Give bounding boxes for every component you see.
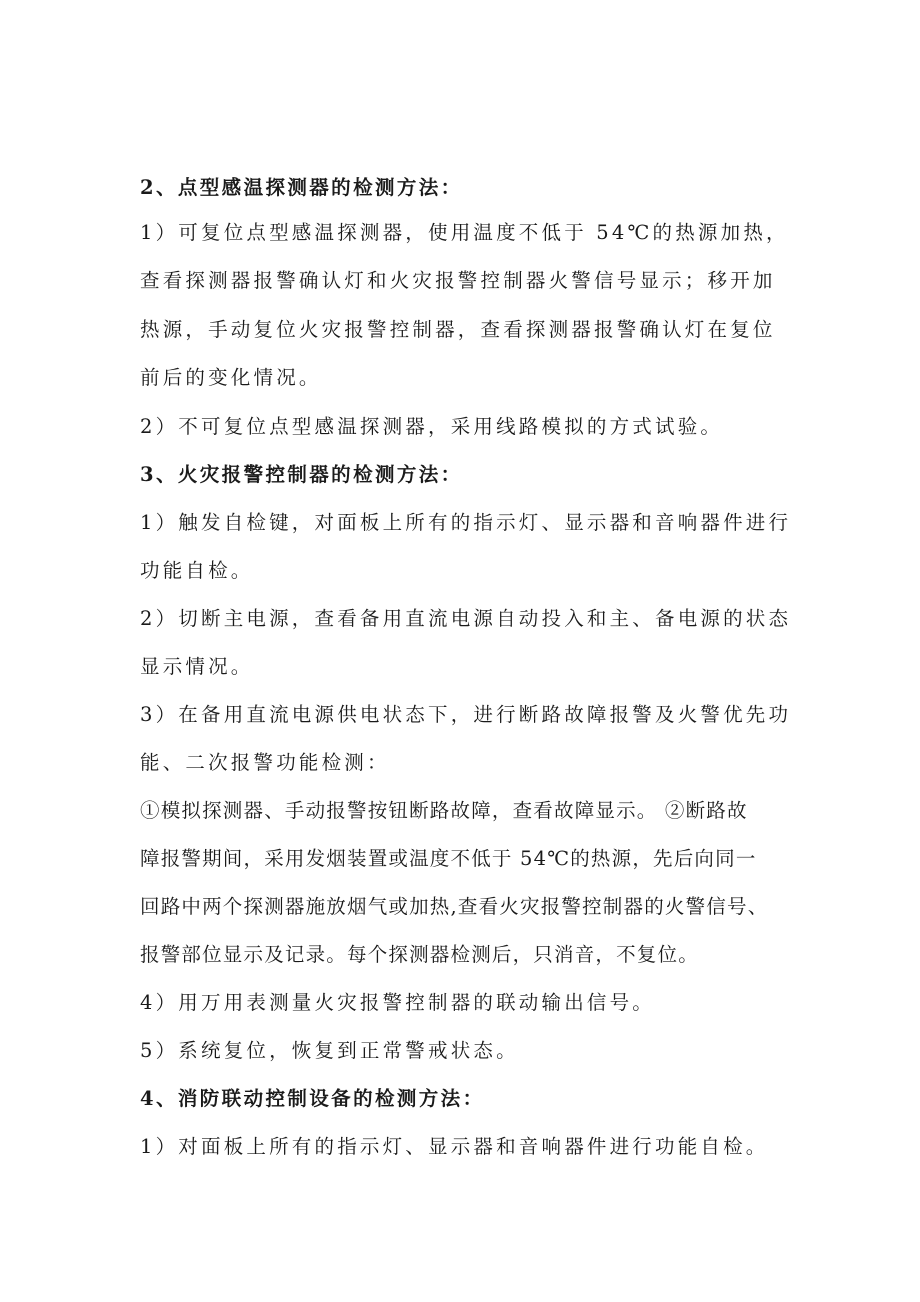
paragraph-line: 2）切断主电源，查看备用直流电源自动投入和主、备电源的状态: [140, 607, 792, 630]
paragraph-line: 能、二次报警功能检测：: [140, 751, 390, 774]
paragraph-line: 报警部位显示及记录。每个探测器检测后，只消音，不复位。: [140, 943, 699, 966]
section-heading-3: 3、火灾报警控制器的检测方法：: [140, 463, 463, 486]
paragraph-line: 回路中两个探测器施放烟气或加热,查看火灾报警控制器的火警信号、: [140, 895, 769, 918]
paragraph-line: 查看探测器报警确认灯和火灾报警控制器火警信号显示；移开加: [140, 269, 776, 292]
paragraph-line: 前后的变化情况。: [140, 366, 322, 389]
paragraph-line: 1）对面板上所有的指示灯、显示器和音响器件进行功能自检。: [140, 1135, 769, 1158]
paragraph-line: ①模拟探测器、手动报警按钮断路故障，查看故障显示。 ②断路故: [140, 799, 748, 822]
paragraph-line: 3）在备用直流电源供电状态下，进行断路故障报警及火警优先功: [140, 703, 792, 726]
paragraph-line: 5）系统复位，恢复到正常警戒状态。: [140, 1039, 519, 1062]
paragraph-line: 1）触发自检键，对面板上所有的指示灯、显示器和音响器件进行: [140, 511, 792, 534]
paragraph-line: 功能自检。: [140, 559, 254, 582]
section-heading-4: 4、消防联动控制设备的检测方法：: [140, 1087, 485, 1110]
paragraph-line: 热源，手动复位火灾报警控制器，查看探测器报警确认灯在复位: [140, 318, 776, 341]
paragraph-line: 显示情况。: [140, 655, 254, 678]
paragraph-line: 4）用万用表测量火灾报警控制器的联动输出信号。: [140, 991, 656, 1014]
section-heading-2: 2、点型感温探测器的检测方法：: [140, 176, 463, 199]
paragraph-line: 障报警期间，采用发烟装置或温度不低于 54℃的热源，先后向同一: [140, 847, 757, 870]
paragraph-line: 1）可复位点型感温探测器，使用温度不低于 54℃的热源加热，: [140, 221, 789, 244]
paragraph-line: 2）不可复位点型感温探测器，采用线路模拟的方式试验。: [140, 415, 724, 438]
